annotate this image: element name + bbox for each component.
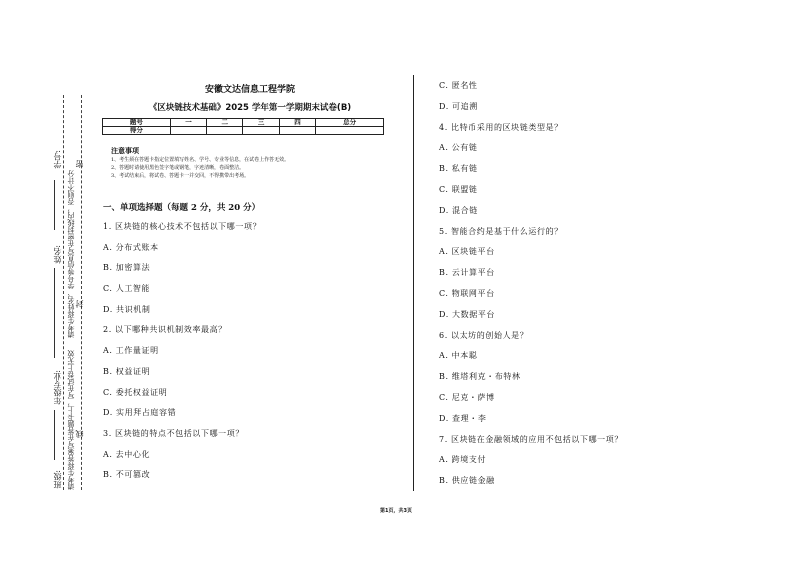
binding-note-1: 请考生将姓名、学号等信息写在密封线内，否则不计分 — [67, 170, 75, 338]
question-text: 2. 以下哪种共识机制效率最高？ — [103, 325, 227, 335]
option-text: A. 去中心化 — [103, 449, 151, 459]
notice-item: 3、考试结束后，将试卷、答题卡一并交回，不得携带出考场。 — [111, 173, 250, 179]
seal-mark-xian: 线 — [75, 430, 84, 438]
name-field[interactable] — [54, 268, 56, 358]
seal-line — [63, 95, 64, 490]
option-text: B. 加密算法 — [103, 263, 151, 273]
question-text: 7. 区块链在金融领域的应用不包括以下哪一项？ — [439, 434, 623, 444]
notice-title: 注意事项 — [111, 147, 139, 155]
right-column — [439, 81, 779, 497]
school-name: 安徽文达信息工程学院 — [204, 85, 295, 95]
option-text: A. 公有链 — [439, 143, 478, 153]
option-text: A. 中本聪 — [439, 351, 478, 361]
option-text: C. 人工智能 — [103, 284, 151, 294]
binding-note-2: 请考生将答案写在答题卡上，写在试卷上无效 — [67, 350, 75, 490]
question-text: 5. 智能合约是基于什么运行的？ — [439, 226, 563, 236]
question-text: 3. 区块链的特点不包括以下哪一项？ — [103, 428, 244, 438]
option-text: B. 云计算平台 — [439, 268, 495, 278]
score-cell: 二 — [207, 119, 243, 127]
notice-item: 1、考生须在答题卡指定位置填写姓名、学号、专业等信息，在试卷上作答无效。 — [111, 157, 290, 163]
option-text: B. 权益证明 — [103, 366, 151, 376]
option-text: B. 供应链金融 — [439, 476, 495, 486]
score-table-header-row — [103, 119, 384, 127]
page-number: 第1页，共3页 — [380, 508, 412, 514]
name-label: 姓名: — [53, 245, 62, 264]
left-column — [103, 201, 408, 491]
class-label: 班级: — [53, 470, 62, 489]
option-text: D. 可追溯 — [439, 101, 478, 111]
score-entry[interactable] — [170, 127, 206, 135]
score-entry[interactable] — [316, 127, 384, 135]
option-text: D. 大数据平台 — [439, 309, 496, 319]
grade-major-label: 年级专业: — [53, 370, 62, 405]
option-text: D. 实用拜占庭容错 — [103, 408, 177, 418]
option-text: A. 分布式账本 — [103, 242, 159, 252]
option-text: D. 共识机制 — [103, 304, 151, 314]
score-entry[interactable] — [207, 127, 243, 135]
option-text: B. 维塔利克・布特林 — [439, 372, 521, 382]
option-text: A. 跨境支付 — [439, 455, 487, 465]
score-entry[interactable] — [243, 127, 279, 135]
question-text: 6. 以太坊的创始人是？ — [439, 330, 529, 340]
option-text: A. 区块链平台 — [439, 247, 495, 257]
score-entry[interactable] — [279, 127, 315, 135]
question-text: 4. 比特币采用的区块链类型是？ — [439, 122, 563, 132]
option-text: C. 尼克・萨博 — [439, 392, 495, 402]
exam-title: 《区块链技术基础》2025 学年第一学期期末试卷(B) — [148, 103, 352, 113]
option-text: C. 委托权益证明 — [103, 387, 168, 397]
score-cell: 三 — [243, 119, 279, 127]
question-text: 1. 区块链的核心技术不包括以下哪一项？ — [103, 222, 262, 231]
option-text: D. 查理・李 — [439, 413, 487, 423]
score-cell: 得分 — [103, 127, 171, 135]
student-id-label: 学号: — [53, 150, 62, 169]
option-text: C. 匿名性 — [439, 81, 478, 90]
score-cell: 一 — [170, 119, 206, 127]
seal-mark-mi: 密 — [75, 160, 84, 168]
option-text: B. 不可篡改 — [103, 470, 151, 480]
score-table-score-row — [103, 127, 384, 135]
option-text: C. 物联网平台 — [439, 288, 495, 298]
column-divider — [413, 75, 414, 491]
score-cell: 四 — [279, 119, 315, 127]
score-cell: 总分 — [316, 119, 384, 127]
score-cell: 题号 — [103, 119, 171, 127]
notice-item: 2、答题时请使用黑色签字笔或钢笔，字迹清晰，卷面整洁。 — [111, 165, 245, 171]
notice-list — [111, 156, 391, 180]
student-id-field[interactable] — [54, 180, 56, 230]
score-table — [102, 118, 384, 135]
option-text: C. 联盟链 — [439, 184, 478, 194]
grade-major-field[interactable] — [54, 410, 56, 460]
seal-mark-feng: 封 — [75, 300, 84, 308]
option-text: A. 工作量证明 — [103, 346, 159, 356]
option-text: D. 混合链 — [439, 205, 478, 215]
section-heading: 一、单项选择题（每题 2 分，共 20 分） — [103, 203, 261, 213]
option-text: B. 私有链 — [439, 164, 478, 174]
